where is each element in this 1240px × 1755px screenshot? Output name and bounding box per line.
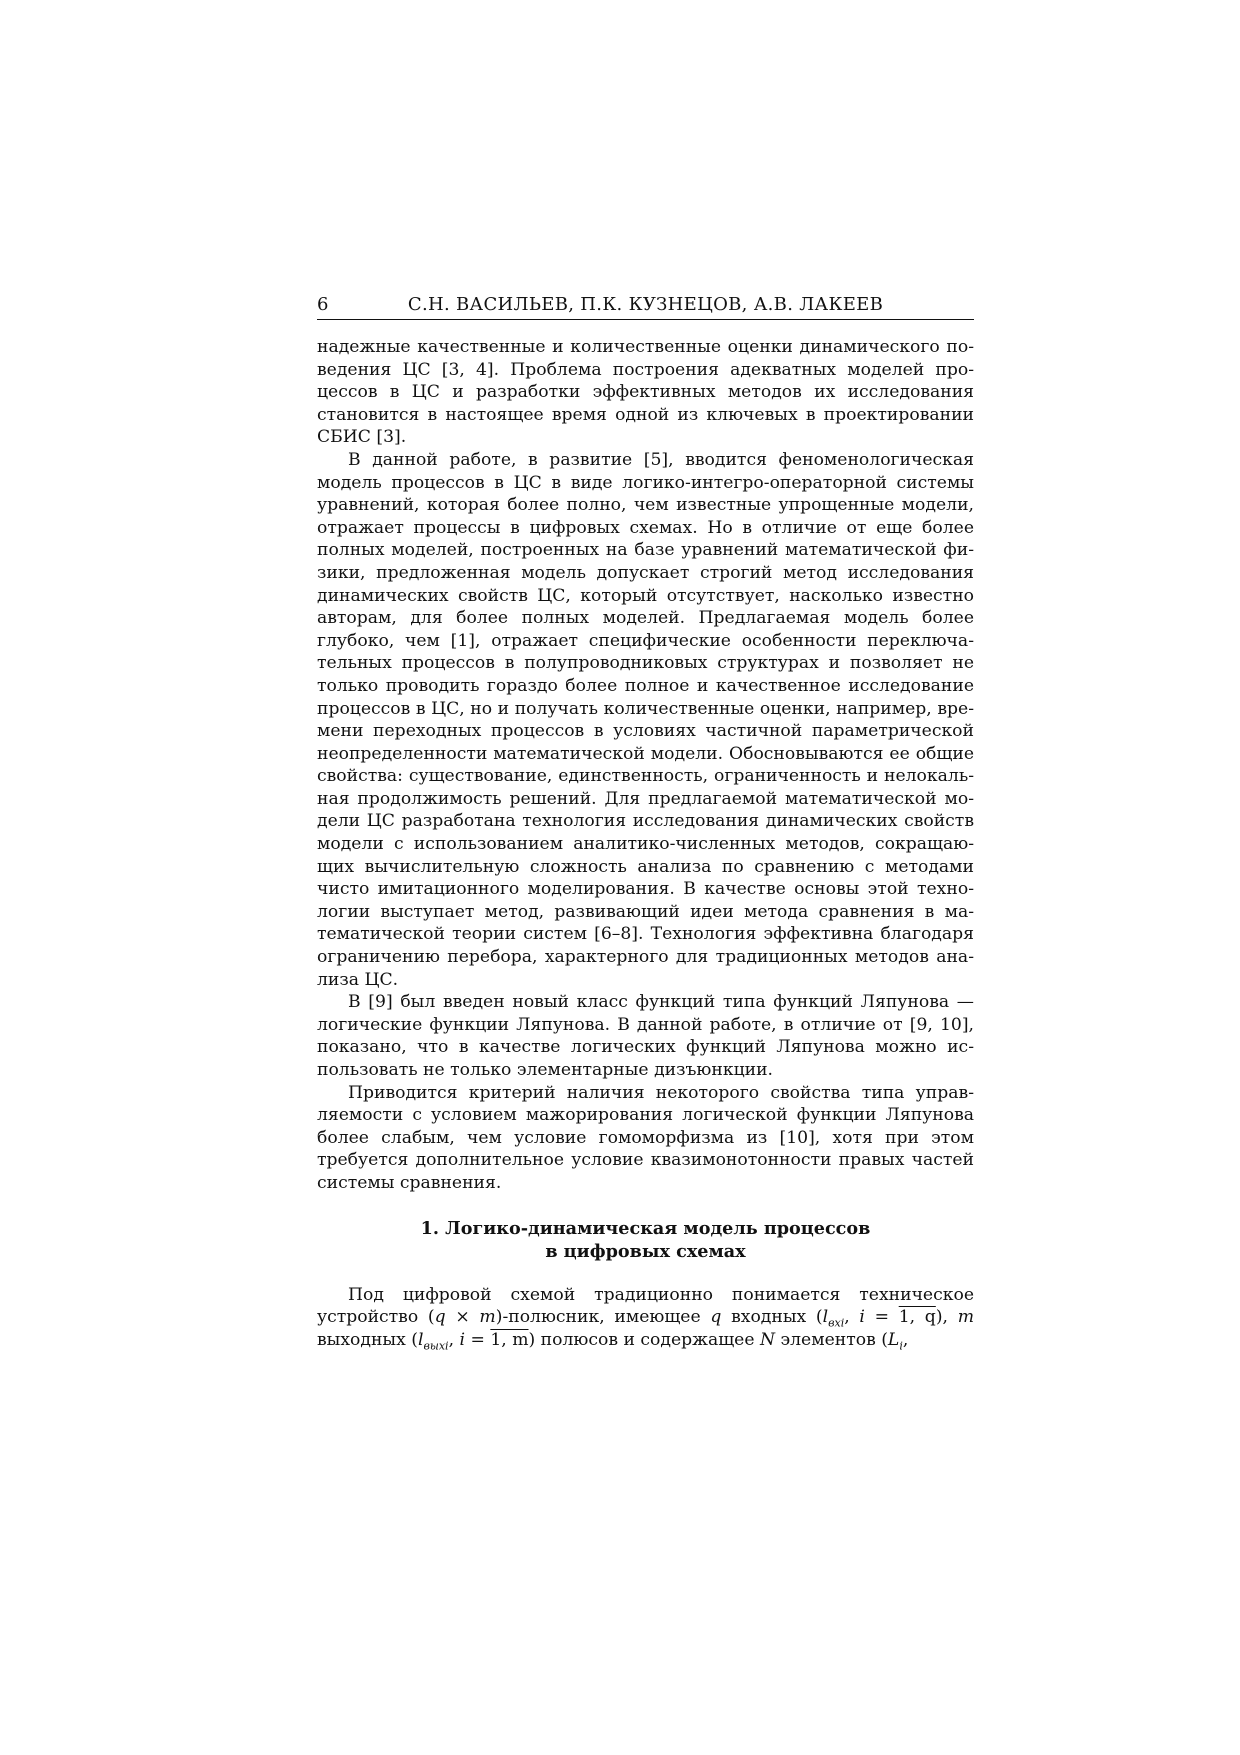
math-q: q <box>710 1307 722 1328</box>
math-sub-out: выхi <box>423 1339 449 1353</box>
math-sub-in: вхi <box>828 1316 845 1330</box>
section-title-line-2: в цифровых схемах <box>545 1240 746 1262</box>
math-qm: q × m <box>434 1307 496 1328</box>
section-title-line-1: 1. Логико-динамическая модель процессов <box>420 1217 871 1239</box>
page-number: 6 <box>317 294 329 315</box>
paragraph-3: В [9] был введен новый класс функций типа функций Ляпунова — логические функции Ляпунова. В данной работе, в отличие от [9, 10], показано, что в качестве логических функций Ляпунова можно использовать не только элементарные дизъюнкции. <box>317 992 974 1080</box>
math-l-out: l <box>417 1329 424 1350</box>
math-i-1: i <box>859 1307 865 1328</box>
math-m: m <box>957 1307 974 1328</box>
math-range-1: 1, q <box>898 1307 936 1328</box>
math-sub-i: i <box>899 1339 903 1353</box>
section-title <box>317 1217 974 1263</box>
header-authors: С.Н. ВАСИЛЬЕВ, П.К. КУЗНЕЦОВ, А.В. ЛАКЕЕВ <box>407 294 884 315</box>
math-range-2: 1, m <box>490 1329 529 1350</box>
running-header <box>317 291 974 320</box>
paragraph-5: Под цифровой схемой традиционно понимается техническое устройство (q × m)-полюсник, имеющее q входных ($l_{вхi}$, i = 1, q), m выходных ($l_{выхi}$, i = 1, m) полюсов и содержащее N элементов ($L_i$, <box>317 1284 974 1353</box>
math-n: N <box>759 1329 776 1350</box>
paragraph-1: надежные качественные и количественные оценки динамического поведения ЦС [3, 4]. Проблема построения адекватных моделей процессов в ЦС и разработки эффективных методов их исследования становится в настоящее время одной из ключевых в проектировании СБИС [3]. <box>317 337 974 448</box>
body-text <box>317 336 974 1351</box>
math-li: L <box>887 1329 900 1350</box>
math-i-2: i <box>459 1329 466 1350</box>
math-l-in: l <box>822 1307 829 1328</box>
paragraph-2: В данной работе, в развитие [5], вводится феноменологическая модель процессов в ЦС в виде логико-интегро-операторной системы уравнений, которая более полно, чем известные упрощенные модели, отражает процессы в цифровых схемах. Но в отличие от еще более полных моделей, построенных на базе уравнений математической физики, предложенная модель допускает строгий метод исследования динамических свойств ЦС, который отсутствует, насколько известно авторам, для более полных моделей. Предлагаемая модель более глубоко, чем [1], отражает специфические особенности переключательных процессов в полупроводниковых структурах и позволяет не только проводить гораздо более полное и качественное исследование процессов в ЦС, но и получать количественные оценки, например, времени переходных процессов в условиях частичной параметрической неопределенности математической модели. Обосновываются ее общие свойства: существование, единственность, ограниченность и нелокальная продолжимость решений. Для предлагаемой математической модели ЦС разработана технология исследования динамических свойств модели с использованием аналитико-численных методов, сокращающих вычислительную сложность анализа по сравнению с методами чисто имитационного моделирования. В качестве основы этой технологии выступает метод, развивающий идеи метода сравнения в математической теории систем [6–8]. Технология эффективна благодаря ограничению перебора, характерного для традиционных методов анализа ЦС. <box>317 449 974 990</box>
paragraph-4: Приводится критерий наличия некоторого свойства типа управляемости с условием мажорирования логической функции Ляпунова более слабым, чем условие гомоморфизма из [10], хотя при этом требуется дополнительное условие квазимонотонности правых частей системы сравнения. <box>317 1082 974 1193</box>
